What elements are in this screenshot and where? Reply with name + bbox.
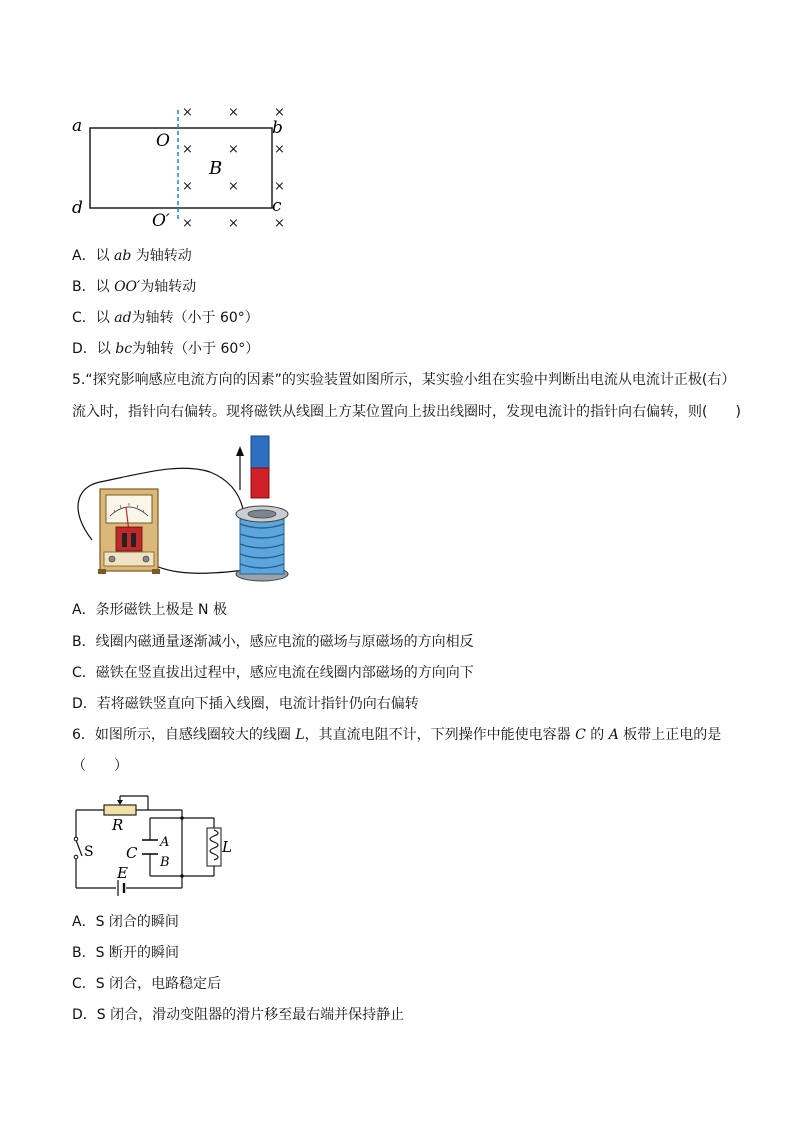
label-e: E	[117, 864, 128, 882]
field-cross: ×	[182, 179, 193, 194]
option-post: 为轴转动	[131, 248, 192, 264]
option-letter: B．	[72, 279, 96, 295]
label-b: b	[272, 118, 283, 138]
label-l: L	[222, 838, 232, 856]
field-cross: ×	[228, 179, 239, 194]
q6-stem-line2: （ ）	[72, 758, 128, 774]
option-text: S 断开的瞬间	[95, 945, 179, 961]
q6-stem-mid: ，其直流电阻不计，下列操作中能使电容器	[304, 727, 576, 743]
field-cross: ×	[228, 105, 239, 120]
option-text: 若将磁铁竖直向下插入线圈，电流计指针仍向右偏转	[96, 696, 419, 712]
q4-figure	[68, 100, 300, 232]
q5-option-c[interactable]	[72, 663, 474, 683]
option-letter: B．	[72, 634, 96, 650]
option-pre: 以	[95, 248, 115, 264]
coil-body	[240, 514, 284, 574]
q5-option-a[interactable]	[72, 600, 227, 620]
field-cross: ×	[228, 142, 239, 157]
option-text: S 闭合，电路稳定后	[95, 976, 222, 992]
option-pre: 以	[95, 279, 115, 295]
wire-bottom	[148, 562, 245, 573]
option-var: ad	[114, 310, 132, 326]
option-letter: A．	[72, 914, 96, 930]
label-d: d	[72, 198, 83, 218]
label-o: O	[156, 131, 170, 151]
option-letter: C．	[72, 665, 96, 681]
label-s: S	[84, 844, 94, 860]
motion-arrow-head	[236, 446, 244, 456]
coil-loop-abcd	[90, 128, 272, 208]
label-r: R	[112, 816, 124, 834]
inductor-core	[207, 828, 221, 866]
label-c: C	[126, 844, 138, 862]
q4-option-b[interactable]	[72, 277, 196, 297]
option-letter: B．	[72, 945, 96, 961]
option-text: 条形磁铁上极是 N 极	[95, 602, 227, 618]
q5-figure	[70, 432, 310, 590]
option-letter: C．	[72, 976, 96, 992]
option-var: bc	[115, 341, 133, 357]
option-var: OO′	[114, 279, 141, 295]
label-plate-a: A	[160, 835, 170, 850]
q6-stem-line1	[72, 725, 721, 745]
magnet-red-pole	[251, 468, 269, 498]
label-c: c	[272, 196, 282, 216]
rheostat	[104, 805, 136, 815]
q6-stem-l: L	[295, 727, 305, 743]
field-cross: ×	[182, 216, 193, 231]
option-letter: C．	[72, 310, 96, 326]
galvanometer-face	[106, 495, 152, 523]
option-pre: 以	[96, 341, 116, 357]
q5-stem-line1: 5.“探究影响感应电流方向的因素”的实验装置如图所示，某实验小组在实验中判断出电流从电流计正极(右）	[72, 372, 736, 388]
q6-stem-a: A	[608, 727, 619, 743]
label-b-field: B	[209, 158, 223, 179]
terminal-left	[109, 556, 115, 562]
q5-option-d[interactable]	[72, 694, 419, 714]
magnet-blue-pole	[251, 436, 269, 468]
option-post: 为轴转（小于 60°）	[131, 310, 259, 326]
galvanometer-mechanism	[116, 527, 142, 551]
option-post: 为轴转（小于 60°）	[132, 341, 260, 357]
option-pre: 以	[95, 310, 115, 326]
rheostat-slider	[117, 800, 123, 805]
field-cross: ×	[274, 105, 285, 120]
q6-option-a[interactable]	[72, 912, 179, 932]
q6-option-b[interactable]	[72, 943, 179, 963]
option-letter: D．	[72, 696, 97, 712]
switch-blade	[76, 840, 82, 856]
field-cross: ×	[182, 142, 193, 157]
option-var: ab	[114, 248, 132, 264]
q6-option-d[interactable]	[72, 1005, 404, 1025]
option-letter: A．	[72, 248, 96, 264]
q6-circuit-figure	[68, 784, 238, 900]
field-cross: ×	[228, 216, 239, 231]
q6-stem-pre: 6．如图所示，自感线圈较大的线圈	[72, 727, 296, 743]
q5-option-b[interactable]	[72, 632, 474, 652]
option-text: 线圈内磁通量逐渐减小，感应电流的磁场与原磁场的方向相反	[95, 634, 474, 650]
option-letter: A．	[72, 602, 96, 618]
q4-option-a[interactable]	[72, 246, 192, 266]
q4-option-c[interactable]	[72, 308, 259, 328]
option-text: S 闭合的瞬间	[95, 914, 179, 930]
q5-stem-line2: 流入时，指针向右偏转。现将磁铁从线圈上方某位置向上拔出线圈时，发现电流计的指针向右偏转，则( )	[72, 404, 741, 420]
label-plate-b: B	[160, 855, 170, 870]
field-cross: ×	[274, 179, 285, 194]
option-letter: D．	[72, 341, 97, 357]
terminal-right	[143, 556, 149, 562]
option-post: 为轴转动	[140, 279, 197, 295]
q6-stem-mid2: 的	[585, 727, 609, 743]
label-a: a	[72, 116, 83, 136]
q6-stem-post: 板带上正电的是	[618, 727, 722, 743]
field-cross: ×	[274, 216, 285, 231]
label-o-prime: O′	[152, 211, 170, 231]
q6-stem-c: C	[575, 727, 586, 743]
q6-option-c[interactable]	[72, 974, 221, 994]
q4-option-d[interactable]	[72, 339, 259, 359]
option-text: S 闭合，滑动变阻器的滑片移至最右端并保持静止	[96, 1007, 405, 1023]
field-cross: ×	[274, 142, 285, 157]
field-cross: ×	[182, 105, 193, 120]
option-letter: D．	[72, 1007, 97, 1023]
option-text: 磁铁在竖直拔出过程中，感应电流在线圈内部磁场的方向向下	[95, 665, 474, 681]
